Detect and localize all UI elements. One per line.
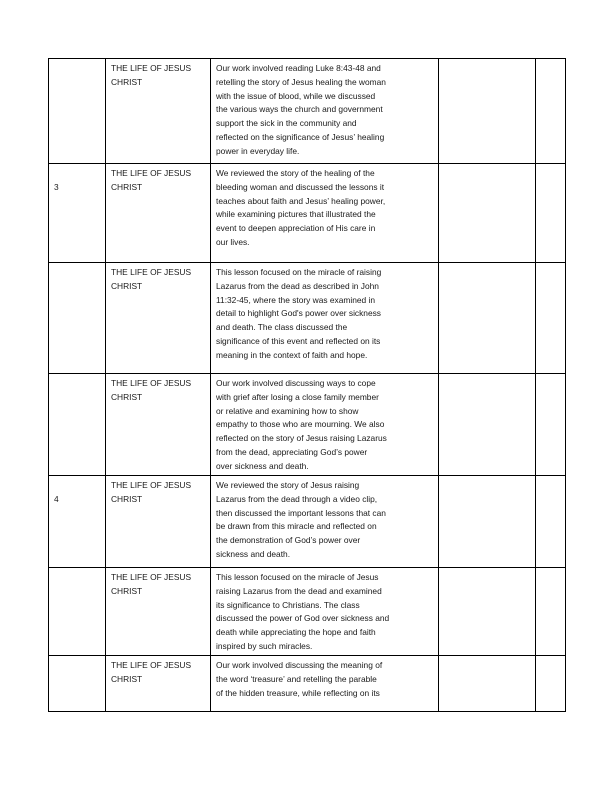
description-cell (211, 263, 439, 374)
description-cell (211, 374, 439, 476)
topic-line: THE LIFE OF JESUS (111, 168, 192, 178)
description-cell (211, 164, 439, 263)
description-line: reflected on the story of Jesus raising Lazarus (216, 433, 387, 444)
week-number: 4 (54, 494, 59, 504)
description-line: or relative and examining how to show (216, 405, 359, 416)
empty-cell (439, 164, 536, 263)
topic-cell (106, 374, 211, 476)
description-line: teaches about faith and Jesus’ healing power, (216, 195, 386, 206)
topic-line: CHRIST (111, 585, 143, 596)
empty-cell (536, 476, 566, 568)
description-line: meaning in the context of faith and hope. (216, 349, 368, 360)
empty-cell (536, 263, 566, 374)
description-cell (211, 59, 439, 164)
topic-line: THE LIFE OF JESUS (111, 480, 192, 490)
table-row (49, 568, 566, 656)
description-line: Lazarus from the dead through a video clip, (216, 493, 378, 504)
empty-cell (439, 476, 536, 568)
topic-line: THE LIFE OF JESUS (111, 378, 192, 388)
table-row (49, 656, 566, 712)
description-line: Our work involved discussing ways to cope (216, 378, 376, 388)
week-cell (49, 476, 106, 568)
empty-cell (536, 568, 566, 656)
table-row (49, 476, 566, 568)
table-row (49, 59, 566, 164)
empty-cell (536, 59, 566, 164)
description-line: support the sick in the community and (216, 118, 357, 129)
description-cell (211, 476, 439, 568)
description-cell (211, 568, 439, 656)
week-cell (49, 656, 106, 712)
topic-cell (106, 164, 211, 263)
week-cell (49, 374, 106, 476)
empty-cell (439, 656, 536, 712)
description-line: detail to highlight God's power over sickness (216, 308, 381, 319)
topic-line: CHRIST (111, 181, 143, 192)
week-cell (49, 59, 106, 164)
description-line: reflected on the significance of Jesus’ healing (216, 131, 385, 142)
empty-cell (439, 263, 536, 374)
empty-cell (439, 374, 536, 476)
description-line: over sickness and death. (216, 460, 309, 471)
description-line: and death. The class discussed the (216, 322, 348, 333)
table-row (49, 164, 566, 263)
description-line: significance of this event and reflected on its (216, 335, 381, 346)
description-line: while examining pictures that illustrated the (216, 209, 376, 220)
week-cell (49, 164, 106, 263)
description-cell (211, 656, 439, 712)
description-line: Our work involved discussing the meaning of (216, 660, 383, 670)
lesson-table (48, 58, 566, 712)
description-line: with the issue of blood, while we discussed (216, 90, 376, 101)
week-cell (49, 568, 106, 656)
description-line: empathy to those who are mourning. We also (216, 419, 385, 430)
lesson-table-body (49, 59, 566, 712)
topic-cell (106, 59, 211, 164)
table-row (49, 374, 566, 476)
description-line: discussed the power of God over sickness and (216, 613, 390, 624)
week-cell (49, 263, 106, 374)
topic-cell (106, 656, 211, 712)
description-line: inspired by such miracles. (216, 640, 313, 651)
description-line: power in everyday life. (216, 145, 300, 156)
description-line: then discussed the important lessons that can (216, 507, 386, 518)
description-line: the word ‘treasure’ and retelling the parable (216, 673, 377, 684)
description-line: of the hidden treasure, while reflecting on its (216, 687, 380, 698)
topic-line: THE LIFE OF JESUS (111, 267, 192, 277)
description-line: be drawn from this miracle and reflected on (216, 521, 377, 532)
description-line: 11:32-45, where the story was examined in (216, 294, 376, 305)
description-line: its significance to Christians. The class (216, 599, 360, 610)
description-line: bleeding woman and discussed the lessons it (216, 181, 385, 192)
description-line: event to deepen appreciation of His care in (216, 223, 376, 234)
topic-line: CHRIST (111, 391, 143, 402)
description-line: We reviewed the story of the healing of the (216, 168, 375, 178)
description-line: the various ways the church and government (216, 104, 383, 115)
week-number: 3 (54, 182, 59, 192)
description-line: from the dead, appreciating God’s power (216, 446, 368, 457)
topic-line: CHRIST (111, 493, 143, 504)
description-line: raising Lazarus from the dead and examined (216, 585, 382, 596)
description-line: This lesson focused on the miracle of raising (216, 267, 382, 277)
description-line: This lesson focused on the miracle of Jesus (216, 572, 379, 582)
topic-cell (106, 568, 211, 656)
topic-cell (106, 263, 211, 374)
empty-cell (439, 59, 536, 164)
description-line: We reviewed the story of Jesus raising (216, 480, 360, 490)
topic-line: THE LIFE OF JESUS (111, 572, 192, 582)
empty-cell (439, 568, 536, 656)
description-line: retelling the story of Jesus healing the woman (216, 76, 386, 87)
description-line: Our work involved reading Luke 8:43-48 and (216, 63, 381, 73)
description-line: Lazarus from the dead as described in John (216, 280, 379, 291)
description-line: death while appreciating the hope and faith (216, 627, 376, 638)
table-row (49, 263, 566, 374)
topic-line: CHRIST (111, 673, 143, 684)
topic-line: THE LIFE OF JESUS (111, 63, 192, 73)
topic-cell (106, 476, 211, 568)
topic-line: THE LIFE OF JESUS (111, 660, 192, 670)
empty-cell (536, 656, 566, 712)
empty-cell (536, 374, 566, 476)
description-line: sickness and death. (216, 548, 291, 559)
empty-cell (536, 164, 566, 263)
topic-line: CHRIST (111, 76, 143, 87)
description-line: our lives. (216, 236, 250, 247)
description-line: the demonstration of God’s power over (216, 535, 361, 546)
topic-line: CHRIST (111, 280, 143, 291)
description-line: with grief after losing a close family member (216, 391, 379, 402)
